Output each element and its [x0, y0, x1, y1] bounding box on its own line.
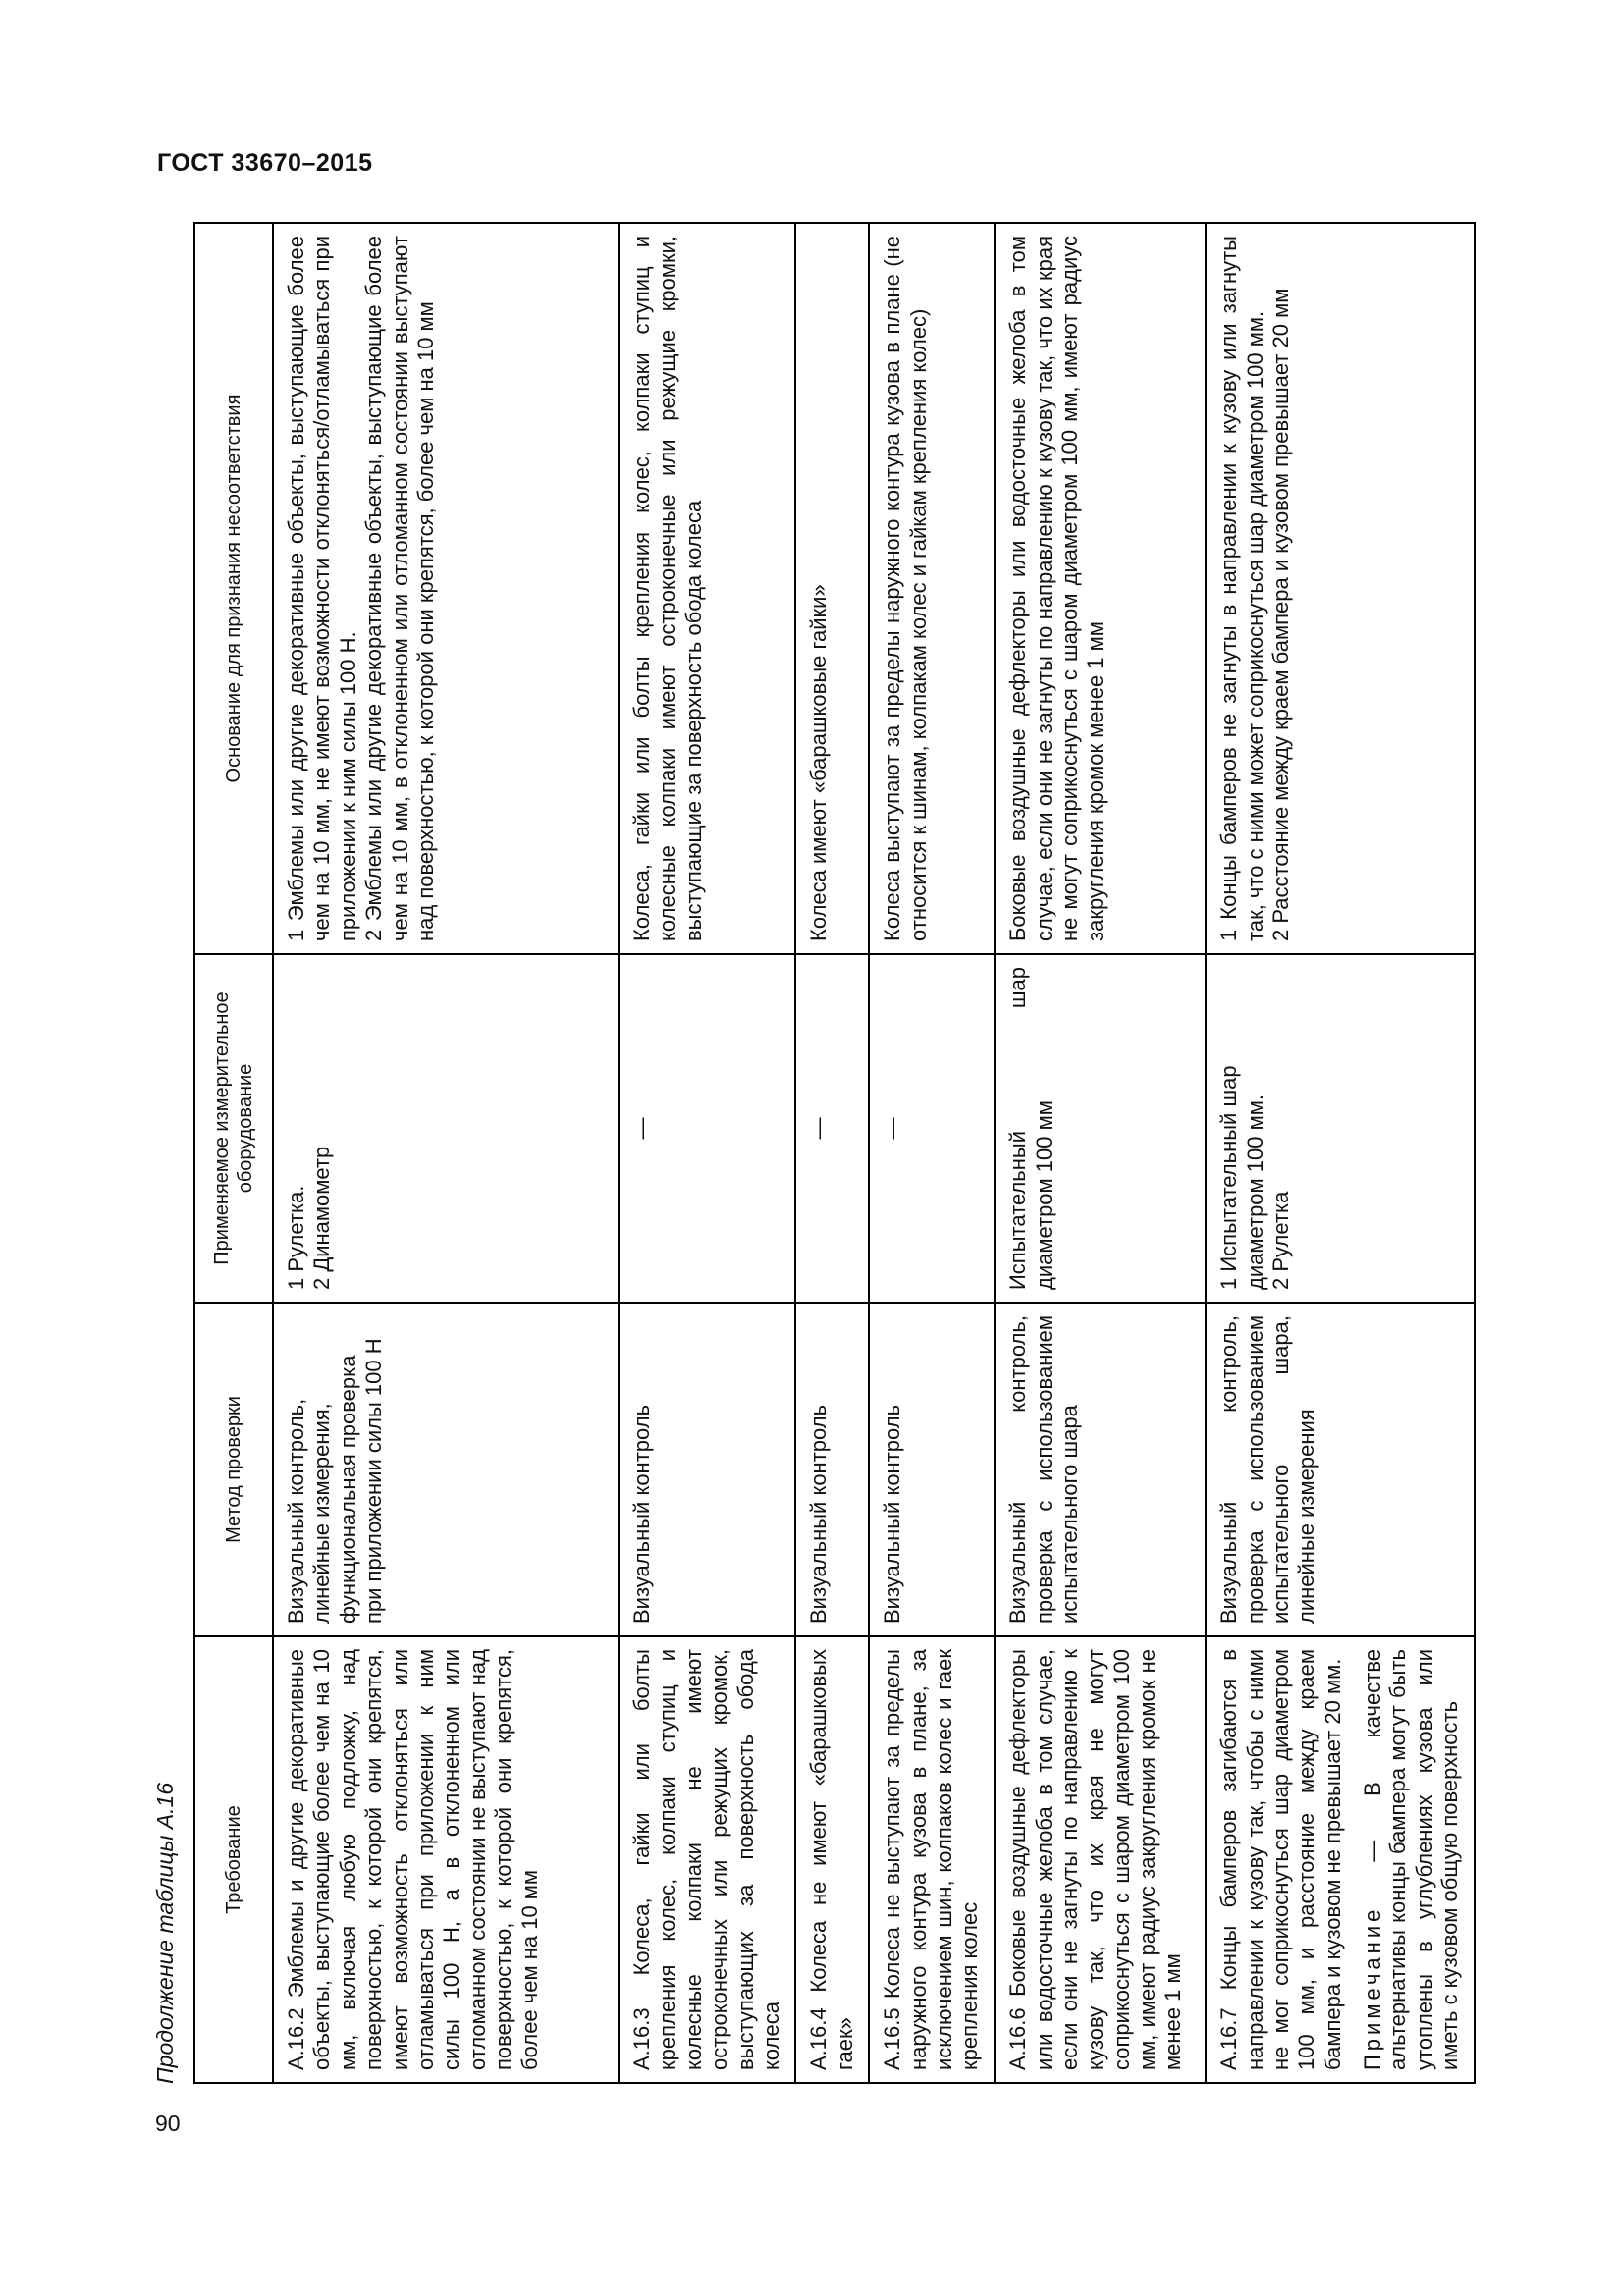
cell-basis: Колеса имеют «барашковые гайки»	[795, 223, 869, 954]
table-row	[1206, 223, 1475, 2083]
requirements-table	[193, 222, 1476, 2084]
cell-method: Визуальный контроль, проверка с использованием испытательного шара, линейные измерения	[1206, 1303, 1475, 1636]
cell-requirement: А.16.3 Колеса, гайки или болты крепления колес, колпаки ступиц и колесные колпаки не имеют остроконечных или режущих кромок, выступающих за поверхность обода колеса	[619, 1636, 795, 2083]
cell-method: Визуальный контроль, линейные измерения, функциональная проверка при приложении силы 100 Н	[273, 1303, 619, 1636]
note	[1360, 1649, 1464, 2070]
cell-basis: 1 Концы бамперов не загнуты в направлении к кузову или загнуты так, что с ними может соприкоснуться шар диаметром 100 мм. 2 Расстояние между краем бампера и кузовом превышает 20 мм	[1206, 223, 1475, 954]
table-row	[995, 223, 1206, 2083]
table-row	[273, 223, 619, 2083]
note-label: Примечание	[1360, 1905, 1385, 2070]
cell-equipment: 1 Рулетка. 2 Динамометр	[273, 954, 619, 1303]
note-text: — В качестве альтернативы концы бампера могут быть утоплены в углублениях кузова или иметь с кузовом общую поверхность	[1360, 1649, 1463, 2070]
table-caption: Продолжение таблицы А.16	[152, 1782, 178, 2084]
cell-basis: Колеса выступают за пределы наружного контура кузова в плане (не относится к шинам, колпакам колес и гайкам крепления колес)	[869, 223, 995, 954]
cell-equipment: —	[619, 954, 795, 1303]
table-row	[869, 223, 995, 2083]
col-header-equipment: Применяемое измерительное оборудование	[194, 954, 273, 1303]
cell-basis: Колеса, гайки или болты крепления колес, колпаки ступиц и колесные колпаки имеют остроконечные или режущие кромки, выступающие за поверхность обода колеса	[619, 223, 795, 954]
cell-equipment: —	[869, 954, 995, 1303]
col-header-requirement: Требование	[194, 1636, 273, 2083]
cell-method: Визуальный контроль	[619, 1303, 795, 1636]
cell-requirement	[1206, 1636, 1475, 2083]
cell-equipment: 1 Испытательный шар диаметром 100 мм. 2 Рулетка	[1206, 954, 1475, 1303]
cell-requirement: А.16.4 Колеса не имеют «барашковых гаек»	[795, 1636, 869, 2083]
cell-method: Визуальный контроль	[869, 1303, 995, 1636]
rotated-table-page	[152, 224, 1463, 2084]
col-header-method: Метод проверки	[194, 1303, 273, 1636]
document-header: ГОСТ 33670–2015	[157, 149, 373, 177]
page-number: 90	[155, 2110, 181, 2136]
col-header-basis: Основание для признания несоответствия	[194, 223, 273, 954]
cell-equipment: Испытательный шар диаметром 100 мм	[995, 954, 1206, 1303]
table-row	[795, 223, 869, 2083]
cell-requirement: А.16.6 Боковые воздушные дефлекторы или водосточные желоба в том случае, если они не загнуты по направлению к кузову так, что их края не могут соприкоснуться с шаром диаметром 100 мм, имеют радиус закругления кромок не менее 1 мм	[995, 1636, 1206, 2083]
cell-method: Визуальный контроль, проверка с использованием испытательного шара	[995, 1303, 1206, 1636]
cell-requirement: А.16.5 Колеса не выступают за пределы наружного контура кузова в плане, за исключением шин, колпаков колес и гаек крепления колес	[869, 1636, 995, 2083]
table-row	[619, 223, 795, 2083]
cell-requirement: А.16.2 Эмблемы и другие декоративные объекты, выступающие более чем на 10 мм, включая любую подложку, над поверхностью, к которой они крепятся, имеют возможность отклоняться или отламываться при приложении к ним силы 100 Н, а в отклоненном или отломанном состоянии не выступают над поверхностью, к которой они крепятся, более чем на 10 мм	[273, 1636, 619, 2083]
cell-equipment: —	[795, 954, 869, 1303]
cell-basis: Боковые воздушные дефлекторы или водосточные желоба в том случае, если они не загнуты по направлению к кузову так, что их края не могут соприкоснуться с шаром диаметром 100 мм, имеют радиус закругления кромок менее 1 мм	[995, 223, 1206, 954]
cell-method: Визуальный контроль	[795, 1303, 869, 1636]
requirement-text: А.16.7 Концы бамперов загибаются в направлении к кузову так, чтобы с ними не мог соприкоснуться шар диаметром 100 мм, и расстояние между краем бампера и кузовом не превышает 20 мм.	[1217, 1649, 1345, 2070]
table-header-row	[194, 223, 273, 2083]
cell-basis: 1 Эмблемы или другие декоративные объекты, выступающие более чем на 10 мм, не имеют возможности отклоняться/отламываться при приложении к ним силы 100 Н. 2 Эмблемы или другие декоративные объекты, выступающие более чем на 10 мм, в отклоненном или отломанном состоянии выступают над поверхностью, к которой они крепятся, более чем на 10 мм	[273, 223, 619, 954]
